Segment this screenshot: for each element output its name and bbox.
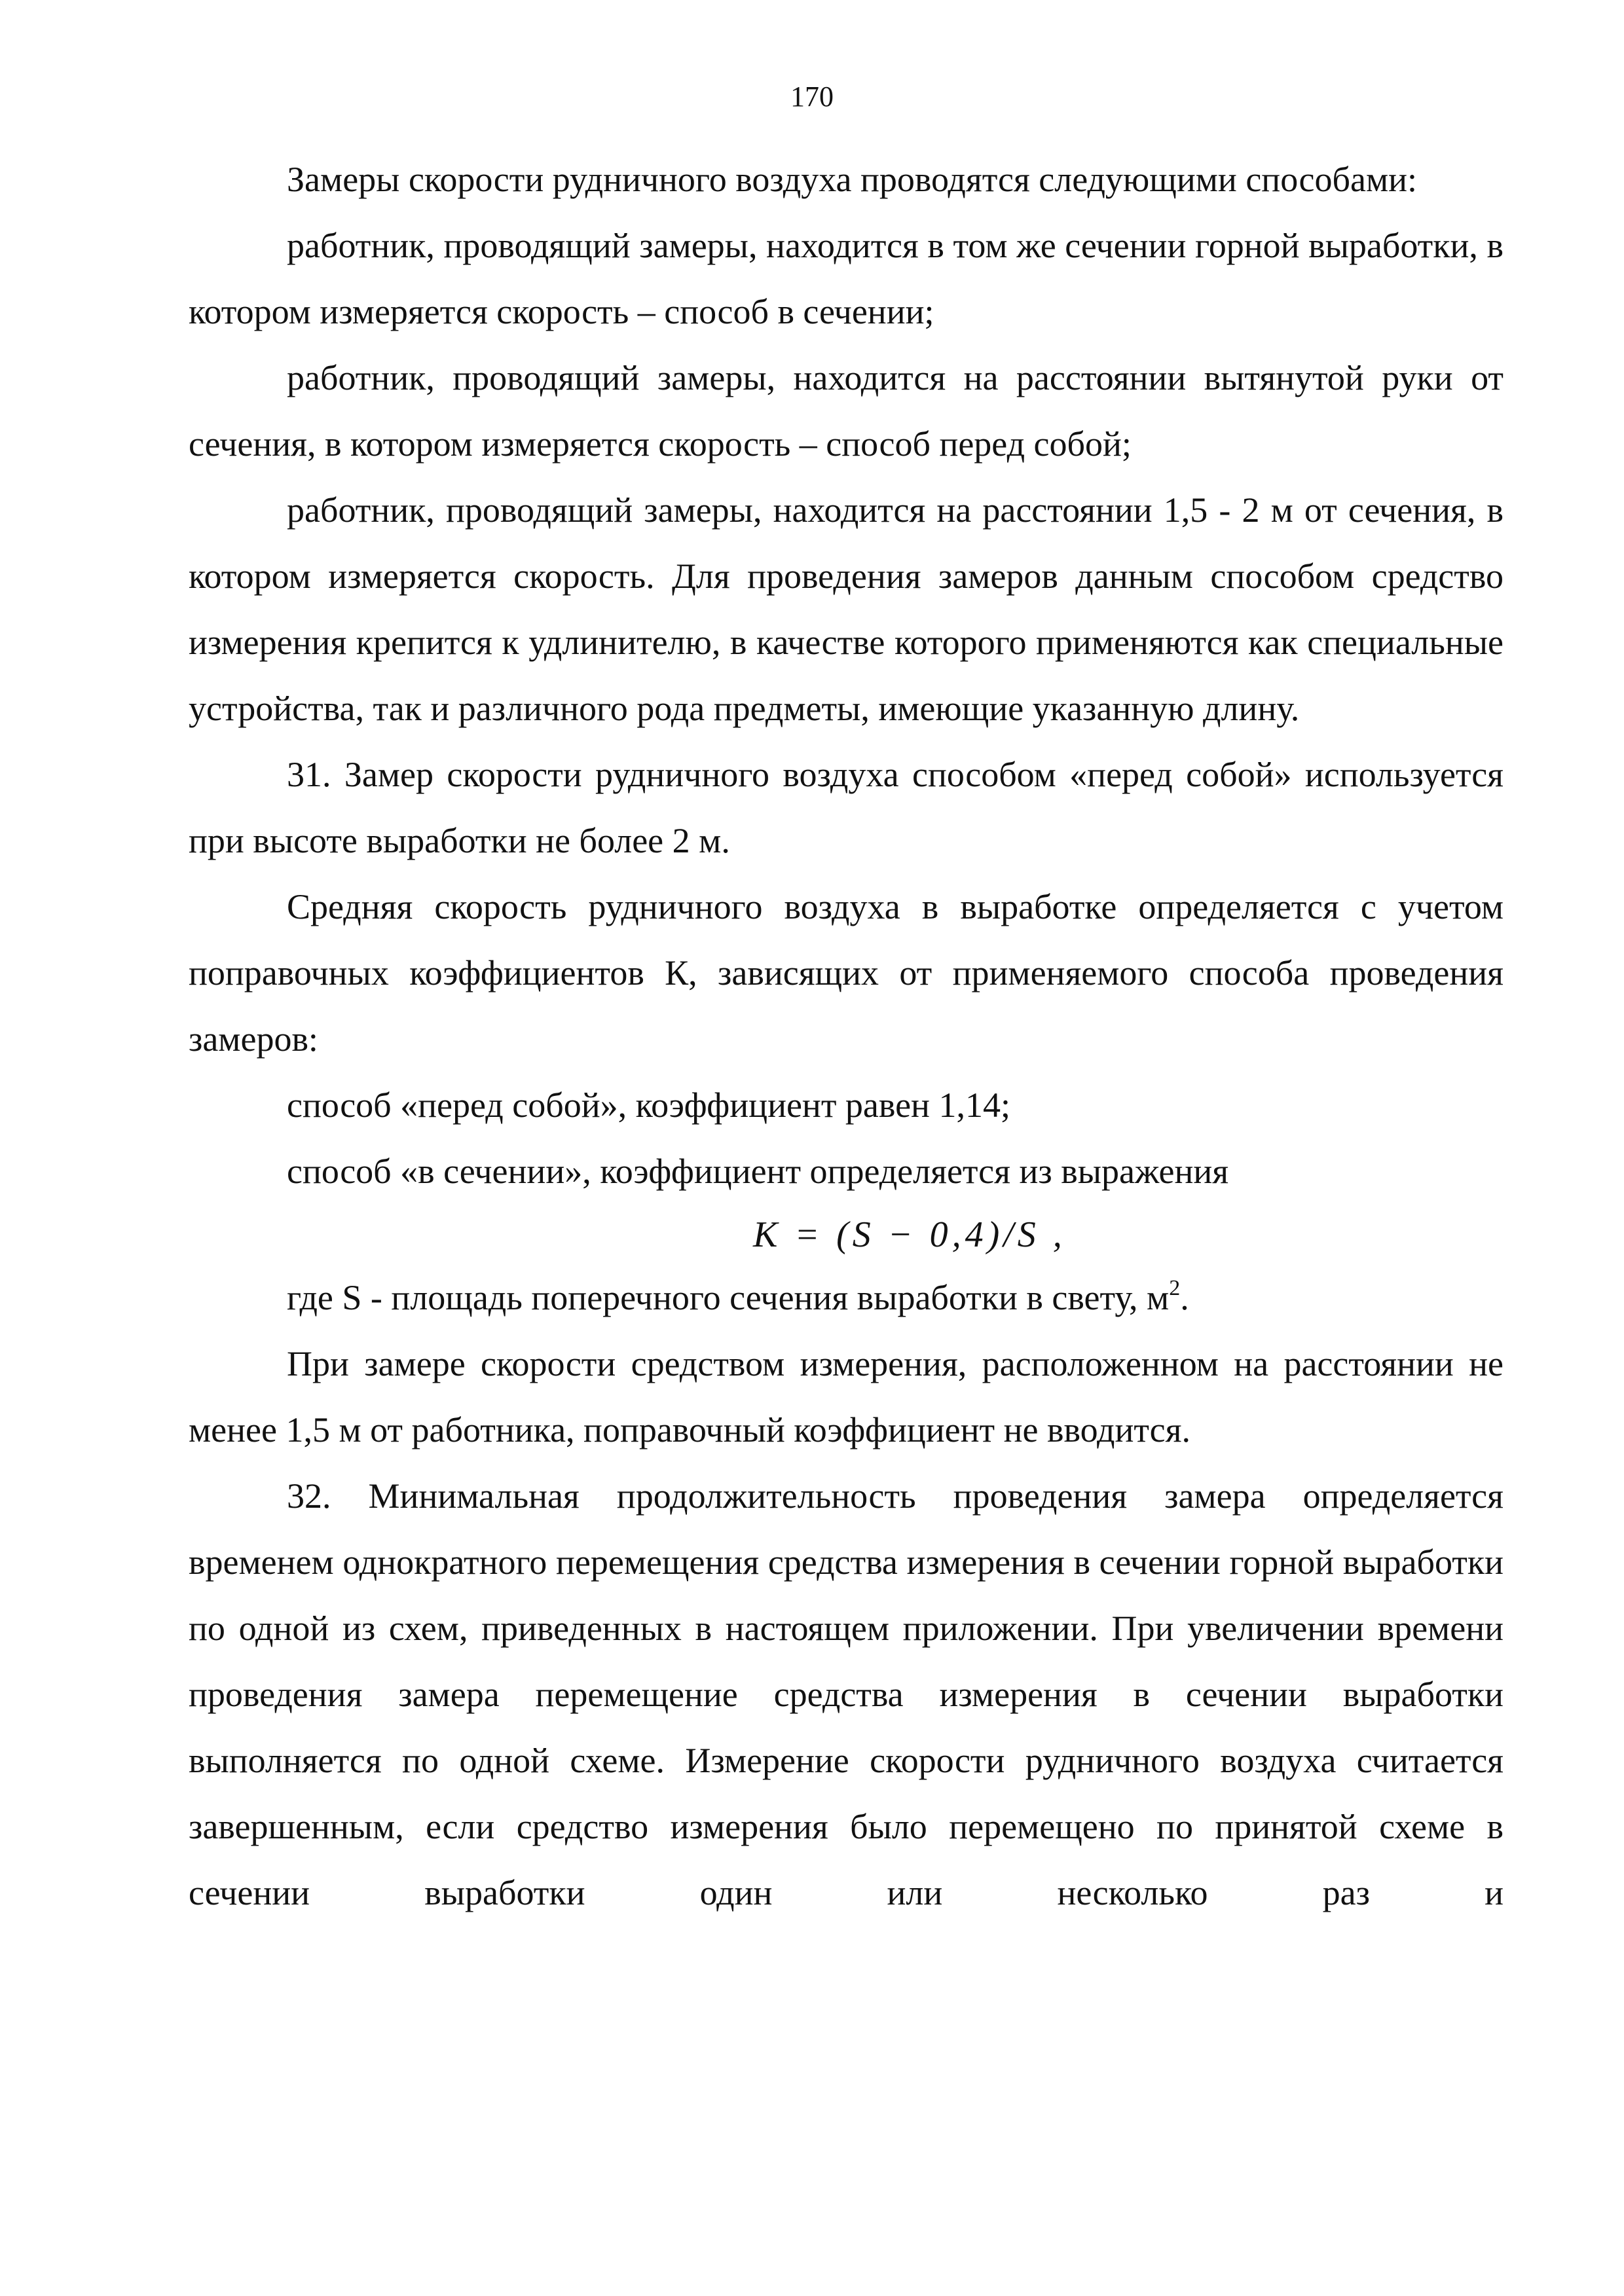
paragraph-method-extension: работник, проводящий замеры, находится на расстоянии 1,5 - 2 м от сечения, в котором измеряется скорость. Для проведения замеров данным способом средство измерения крепится к удлинителю, в качестве которого применяются как специальные устройства, так и различного рода предметы, имеющие указанную длину. <box>189 490 1504 728</box>
paragraph-coefficient-in-section: способ «в сечении», коэффициент определяется из выражения <box>287 1152 1229 1191</box>
body-text <box>189 147 1504 1926</box>
paragraph-measurement-methods-intro: Замеры скорости рудничного воздуха проводятся следующими способами: <box>287 160 1418 199</box>
paragraph-no-correction: При замере скорости средством измерения, расположенном на расстоянии не менее 1,5 м от работника, поправочный коэффициент не вводится. <box>189 1344 1504 1449</box>
paragraph-method-in-front: работник, проводящий замеры, находится на расстоянии вытянутой руки от сечения, в котором измеряется скорость – способ перед собой; <box>189 358 1504 464</box>
paragraph-item-31: 31. Замер скорости рудничного воздуха способом «перед собой» используется при высоте выработки не более 2 м. <box>189 755 1504 860</box>
paragraph-method-in-section: работник, проводящий замеры, находится в том же сечении горной выработки, в котором измеряется скорость – способ в сечении; <box>189 226 1504 331</box>
paragraph-coefficient-in-front: способ «перед собой», коэффициент равен 1,14; <box>287 1085 1010 1125</box>
paragraph-item-32: 32. Минимальная продолжительность проведения замера определяется временем однократного перемещения средства измерения в сечении горной выработки по одной из схем, приведенных в настоящем приложении. При увеличении времени проведения замера перемещение средства измерения в сечении выработки выполняется по одной схеме. Измерение скорости рудничного воздуха считается завершенным, если средство измерения было перемещено по принятой схеме в сечении выработки один или несколько раз и <box>189 1476 1504 1912</box>
paragraph-average-speed: Средняя скорость рудничного воздуха в выработке определяется с учетом поправочных коэффициентов К, зависящих от применяемого способа проведения замеров: <box>189 887 1504 1059</box>
where-text: где S - площадь поперечного сечения выработки в свету, м <box>287 1278 1170 1317</box>
where-superscript: 2 <box>1169 1276 1181 1300</box>
paragraph-where-s <box>189 1265 1504 1331</box>
where-suffix: . <box>1180 1278 1189 1317</box>
page-number: 170 <box>790 81 834 113</box>
formula-coefficient: K = (S − 0,4)/S , <box>753 1214 1066 1255</box>
